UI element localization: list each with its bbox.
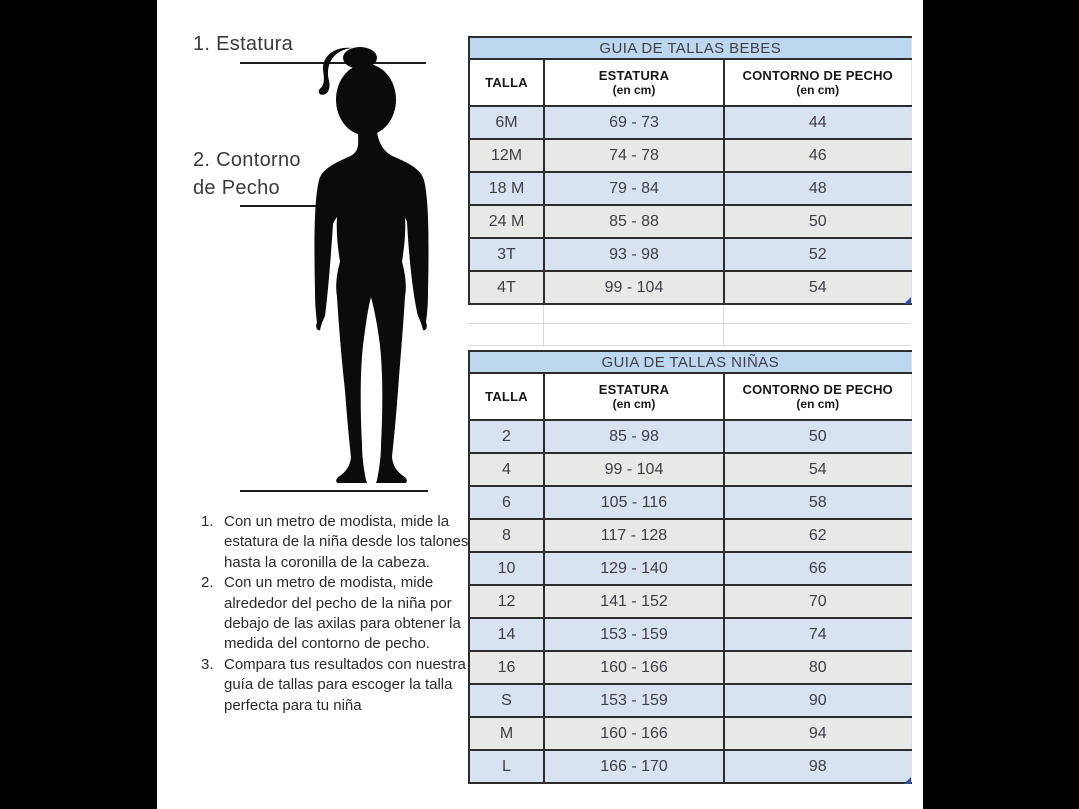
cell-talla: L bbox=[469, 750, 544, 783]
cell-contorno: 70 bbox=[724, 585, 911, 618]
table-row bbox=[469, 651, 911, 684]
instruction-text: Con un metro de modista, mide alrededor del pecho de la niña por debajo de las axilas para obtener la medida del contorno de pecho. bbox=[224, 574, 461, 653]
cell-estatura: 85 - 98 bbox=[544, 420, 724, 453]
table-row bbox=[469, 519, 911, 552]
instruction-item bbox=[201, 573, 469, 655]
size-guide-image bbox=[157, 0, 923, 809]
cell-estatura: 105 - 116 bbox=[544, 486, 724, 519]
column-header-talla: TALLA bbox=[469, 59, 544, 106]
contorno-pecho-label: 2. Contorno de Pecho bbox=[193, 149, 301, 199]
cell-talla: 6 bbox=[469, 486, 544, 519]
cell-contorno: 98 bbox=[724, 750, 911, 783]
instruction-item bbox=[201, 655, 469, 716]
cell-estatura: 85 - 88 bbox=[544, 205, 724, 238]
table-row bbox=[469, 552, 911, 585]
cell-contorno: 66 bbox=[724, 552, 911, 585]
cell-contorno: 48 bbox=[724, 172, 911, 205]
table-row bbox=[469, 717, 911, 750]
column-header-estatura: ESTATURA (en cm) bbox=[544, 59, 724, 106]
instruction-item bbox=[201, 512, 469, 573]
gridline bbox=[543, 305, 544, 345]
gridline bbox=[468, 323, 910, 324]
table-row bbox=[469, 684, 911, 717]
cell-estatura: 141 - 152 bbox=[544, 585, 724, 618]
cell-contorno: 50 bbox=[724, 420, 911, 453]
cell-talla: 8 bbox=[469, 519, 544, 552]
cell-talla: 12 bbox=[469, 585, 544, 618]
cell-talla: 10 bbox=[469, 552, 544, 585]
cell-contorno: 50 bbox=[724, 205, 911, 238]
instruction-number: 1. bbox=[201, 513, 214, 530]
table-row bbox=[469, 420, 911, 453]
gridline bbox=[468, 345, 910, 346]
cell-contorno: 54 bbox=[724, 271, 911, 304]
cell-talla: 4 bbox=[469, 453, 544, 486]
cell-estatura: 74 - 78 bbox=[544, 139, 724, 172]
cell-talla: 14 bbox=[469, 618, 544, 651]
table-row bbox=[469, 238, 911, 271]
instruction-text: Con un metro de modista, mide la estatura de la niña desde los talones hasta la coronilla de la cabeza. bbox=[224, 513, 469, 571]
cell-contorno: 54 bbox=[724, 453, 911, 486]
cell-talla: 18 M bbox=[469, 172, 544, 205]
cell-contorno: 62 bbox=[724, 519, 911, 552]
table-row bbox=[469, 453, 911, 486]
gridline bbox=[723, 305, 724, 345]
cell-contorno: 80 bbox=[724, 651, 911, 684]
cell-talla: 12M bbox=[469, 139, 544, 172]
girl-silhouette-icon bbox=[305, 45, 435, 492]
cell-estatura: 166 - 170 bbox=[544, 750, 724, 783]
cell-estatura: 153 - 159 bbox=[544, 618, 724, 651]
cell-estatura: 117 - 128 bbox=[544, 519, 724, 552]
instruction-number: 3. bbox=[201, 655, 214, 673]
baby-table-title-row bbox=[469, 37, 911, 59]
cell-contorno: 74 bbox=[724, 618, 911, 651]
cell-contorno: 94 bbox=[724, 717, 911, 750]
cell-estatura: 160 - 166 bbox=[544, 717, 724, 750]
girls-table-header-row bbox=[469, 373, 911, 420]
column-header-contorno: CONTORNO DE PECHO (en cm) bbox=[724, 59, 911, 106]
cell-estatura: 99 - 104 bbox=[544, 453, 724, 486]
table-row bbox=[469, 205, 911, 238]
cell-contorno: 46 bbox=[724, 139, 911, 172]
cell-talla: M bbox=[469, 717, 544, 750]
cell-estatura: 160 - 166 bbox=[544, 651, 724, 684]
table-row bbox=[469, 585, 911, 618]
cell-talla: 4T bbox=[469, 271, 544, 304]
cell-talla: 16 bbox=[469, 651, 544, 684]
spreadsheet-gridlines bbox=[468, 305, 910, 345]
baby-size-table bbox=[468, 36, 912, 305]
table-row bbox=[469, 750, 911, 783]
cell-contorno: 44 bbox=[724, 106, 911, 139]
cell-estatura: 99 - 104 bbox=[544, 271, 724, 304]
cell-contorno: 58 bbox=[724, 486, 911, 519]
instruction-text: Compara tus resultados con nuestra guía de tallas para escoger la talla perfecta para tu niña bbox=[224, 655, 466, 714]
girls-size-table bbox=[468, 350, 912, 784]
cell-estatura: 93 - 98 bbox=[544, 238, 724, 271]
baby-table-header-row bbox=[469, 59, 911, 106]
measuring-instructions bbox=[201, 512, 469, 716]
table-row bbox=[469, 271, 911, 304]
instruction-number: 2. bbox=[201, 574, 214, 592]
column-header-talla: TALLA bbox=[469, 373, 544, 420]
girls-table-title: GUIA DE TALLAS NIÑAS bbox=[469, 351, 911, 373]
table-row bbox=[469, 618, 911, 651]
spreadsheet-corner-marker-icon bbox=[904, 777, 911, 784]
cell-estatura: 153 - 159 bbox=[544, 684, 724, 717]
cell-estatura: 79 - 84 bbox=[544, 172, 724, 205]
cell-estatura: 69 - 73 bbox=[544, 106, 724, 139]
cell-contorno: 52 bbox=[724, 238, 911, 271]
spreadsheet-corner-marker-icon bbox=[904, 297, 911, 304]
girls-table-title-row bbox=[469, 351, 911, 373]
table-row bbox=[469, 486, 911, 519]
cell-talla: 24 M bbox=[469, 205, 544, 238]
cell-talla: S bbox=[469, 684, 544, 717]
table-row bbox=[469, 106, 911, 139]
column-header-estatura: ESTATURA (en cm) bbox=[544, 373, 724, 420]
table-row bbox=[469, 172, 911, 205]
column-header-contorno: CONTORNO DE PECHO (en cm) bbox=[724, 373, 911, 420]
cell-talla: 6M bbox=[469, 106, 544, 139]
cell-contorno: 90 bbox=[724, 684, 911, 717]
baby-table-title: GUIA DE TALLAS BEBES bbox=[469, 37, 911, 59]
cell-talla: 3T bbox=[469, 238, 544, 271]
cell-talla: 2 bbox=[469, 420, 544, 453]
table-row bbox=[469, 139, 911, 172]
estatura-label: 1. Estatura bbox=[193, 33, 294, 55]
cell-estatura: 129 - 140 bbox=[544, 552, 724, 585]
